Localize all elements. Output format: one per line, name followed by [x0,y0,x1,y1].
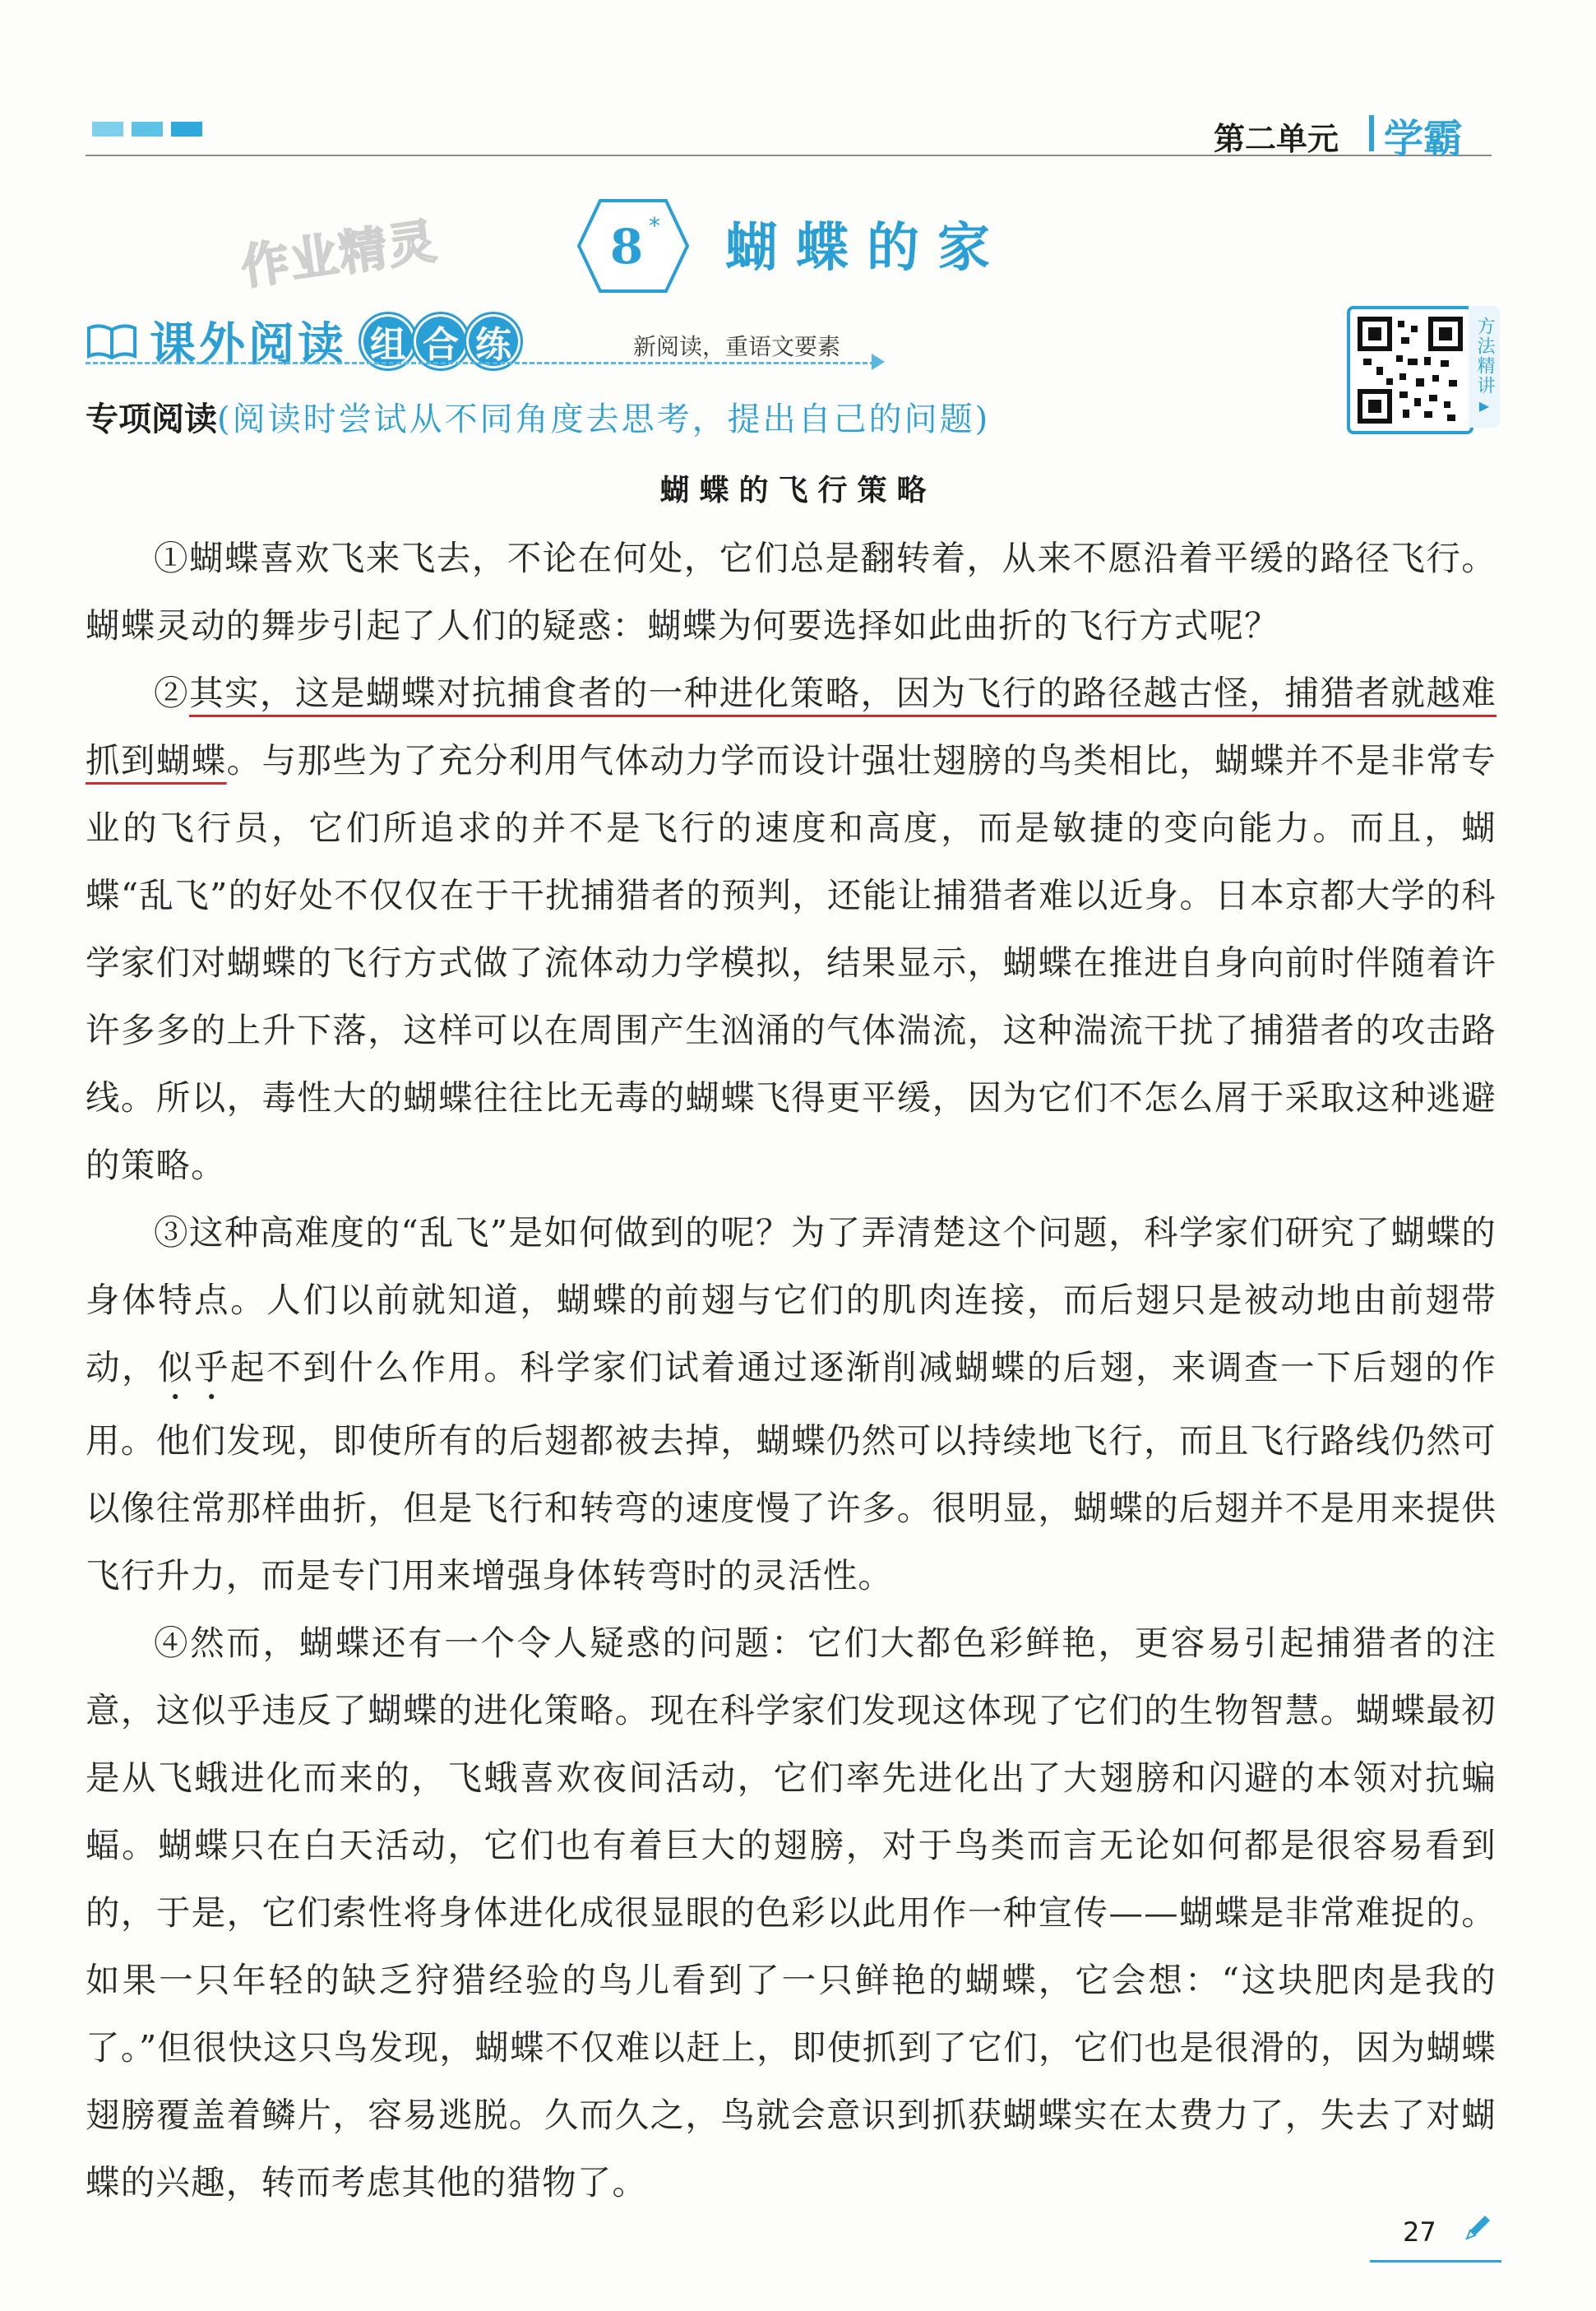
brand-logo: 学霸 [1384,116,1464,162]
paragraph-4: ④然而，蝴蝶还有一个令人疑惑的问题：它们大都色彩鲜艳，更容易引起捕猎者的注意，这似乎违反了蝴蝶的进化策略。现在科学家们发现这体现了它们的生物智慧。蝴蝶最初是从飞蛾进化而来的，飞蛾喜欢夜间活动，它们率先进化出了大翅膀和闪避的本领对抗蝙蝠。蝴蝶只在白天活动，它们也有着巨大的翅膀，对于鸟类而言无论如何都是很容易看到的，于是，它们索性将身体进化成很显眼的色彩以此用作一种宣传——蝴蝶是非常难捉的。如果一只年轻的缺乏狩猎经验的鸟儿看到了一只鲜艳的蝴蝶，它会想：“这块肥肉是我的了。”但很快这只鸟发现，蝴蝶不仅难以赶上，即使抓到了它们，它们也是很滑的，因为蝴蝶翅膀覆盖着鳞片，容易逃脱。久而久之，鸟就会意识到抓获蝴蝶实在太费力了，失去了对蝴蝶的兴趣，转而考虑其他的猎物了。 [86,1623,1497,2202]
article-body [86,525,1497,2216]
lesson-number: 8 [609,219,644,275]
play-icon: ▶ [1478,398,1490,414]
lesson-mark: * [649,212,660,239]
paragraph-text: ③这种高难度的“乱飞”是如何做到的呢？为了弄清楚这个问题，科学家们研究了蝴蝶的身体特点。人们以前就知道，蝴蝶的前翅与它们的肌肉连接，而后翅只是被动地由前翅带动， [86,1212,1497,1387]
section-pill: 组 [359,312,418,371]
header-decoration [92,122,202,137]
watermark: 作业精灵 [238,212,442,296]
lesson-title: 蝴蝶的家 [725,218,1008,279]
underlined-sentence: 其实，这是蝴蝶对抗捕食者的一种进化策略，因为飞行的路径越古怪，捕猎者就越难抓到蝴蝶 [86,673,1497,780]
qr-code-icon[interactable] [1347,306,1473,434]
brand-divider [1369,115,1374,151]
pencil-icon [1460,2212,1493,2245]
paragraph-2 [86,660,1497,1199]
paragraph-1: ①蝴蝶喜欢飞来飞去，不论在何处，它们总是翻转着，从来不愿沿着平缓的路径飞行。蝴蝶灵动的舞步引起了人们的疑惑：蝴蝶为何要选择如此曲折的飞行方式呢？ [86,538,1497,646]
open-book-icon [86,322,138,361]
section-subtitle: 新阅读，重语文要素 [633,333,841,360]
paragraph-3 [86,1199,1497,1609]
reading-subheading [86,393,990,440]
qr-label-text: 方法精讲 [1474,317,1495,396]
reading-label: 专项阅读 [86,401,217,438]
section-title: 课外阅读 [150,318,347,372]
paragraph-text: 。与那些为了充分利用气体动力学而设计强壮翅膀的鸟类相比，蝴蝶并不是非常专业的飞行员，它们所追求的并不是飞行的速度和高度，而是敏捷的变向能力。而且，蝴蝶“乱飞”的好处不仅仅在于干扰捕猎者的预判，还能让捕猎者难以近身。日本京都大学的科学家们对蝴蝶的飞行方式做了流体动力学模拟，结果显示，蝴蝶在推进自身向前时伴随着许许多多的上升下落，这样可以在周围产生汹涌的气体湍流，这种湍流干扰了捕猎者的攻击路线。所以，毒性大的蝴蝶往往比无毒的蝴蝶飞得更平缓，因为它们不怎么屑于采取这种逃避的策略。 [86,740,1497,1185]
qr-side-label[interactable] [1469,306,1500,428]
page-number: 27 [1403,2216,1436,2248]
section-pill: 合 [411,312,470,371]
paragraph-marker: ② [154,673,189,713]
section-header [86,308,516,374]
emphasized-word: 似乎 [158,1347,231,1387]
arrow-icon [872,354,885,370]
lesson-number-badge [576,197,691,294]
footer-rule [1370,2260,1501,2262]
unit-label: 第二单元 [1214,121,1339,157]
paragraph-text: 起不到什么作用。科学家们试着通过逐渐削减蝴蝶的后翅，来调查一下后翅的作用。他们发现，即使所有的后翅都被去掉，蝴蝶仍然可以持续地飞行，而且飞行路线仍然可以像往常那样曲折，但是飞行和转弯的速度慢了许多。很明显，蝴蝶的后翅并不是用来提供飞行升力，而是专门用来增强身体转弯时的灵活性。 [86,1347,1497,1595]
reading-instruction: (阅读时尝试从不同角度去思考，提出自己的问题) [217,401,991,438]
section-pill: 练 [464,312,523,371]
article-title: 蝴蝶的飞行策略 [659,473,937,507]
section-underline [86,362,875,364]
